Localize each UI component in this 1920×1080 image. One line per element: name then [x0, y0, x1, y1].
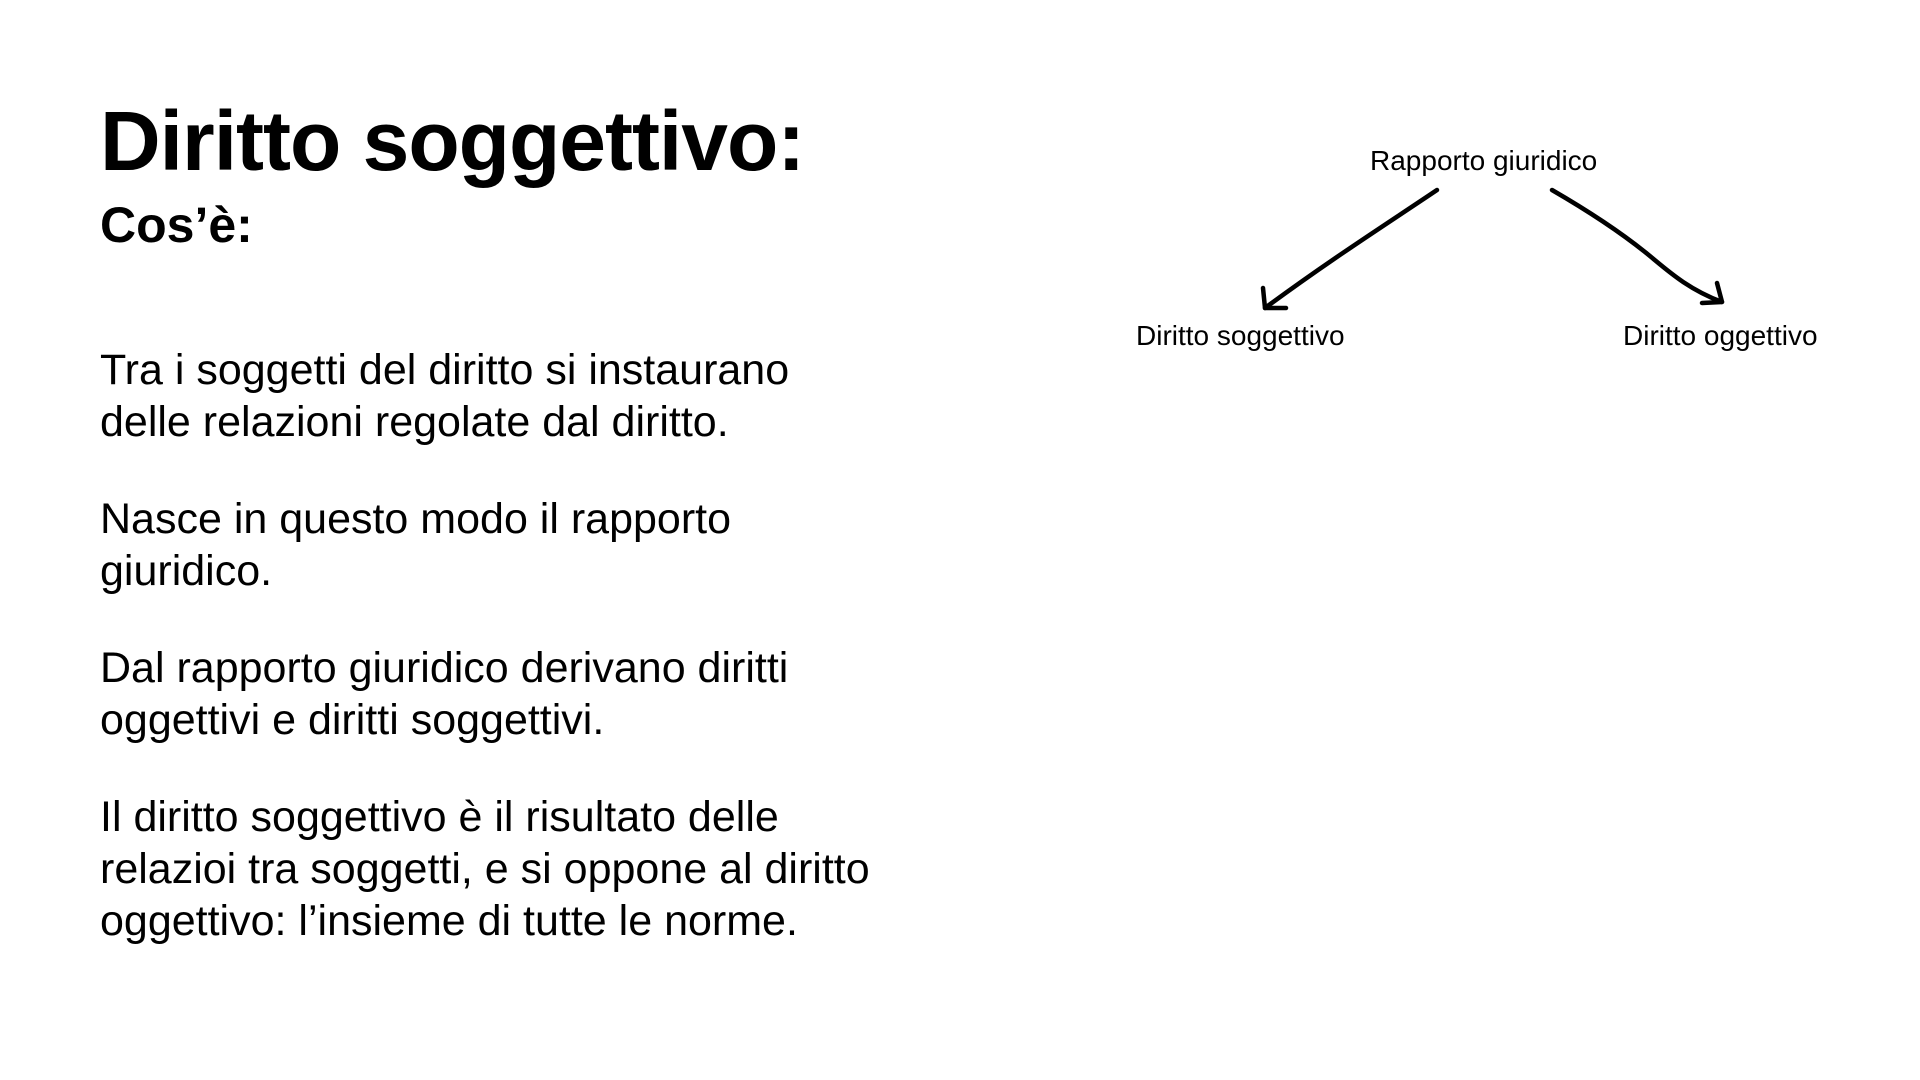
paragraph-4: Il diritto soggettivo è il risultato delle relazioi tra soggetti, e si oppone al diritto oggettivo: l’insieme di tutte le norme. [100, 793, 870, 945]
paragraph-1: Tra i soggetti del diritto si instaurano delle relazioni regolate dal diritto. [100, 346, 790, 446]
paragraph-2: Nasce in questo modo il rapporto giuridico. [100, 495, 732, 595]
arrowhead-left [1263, 288, 1286, 308]
arrow-to-diritto-soggettivo [1265, 190, 1437, 308]
node-rapporto-giuridico: Rapporto giuridico [1370, 145, 1598, 176]
slide-title: Diritto soggettivo: [100, 94, 805, 188]
relationship-diagram [1100, 130, 1880, 370]
node-diritto-soggettivo: Diritto soggettivo [1136, 320, 1345, 351]
arrow-to-diritto-oggettivo [1552, 190, 1722, 302]
slide-subtitle: Cos’è: [100, 197, 253, 253]
paragraph-3: Dal rapporto giuridico derivano diritti oggettivi e diritti soggettivi. [100, 644, 789, 744]
body-text [100, 344, 1000, 992]
node-diritto-oggettivo: Diritto oggettivo [1623, 320, 1818, 351]
